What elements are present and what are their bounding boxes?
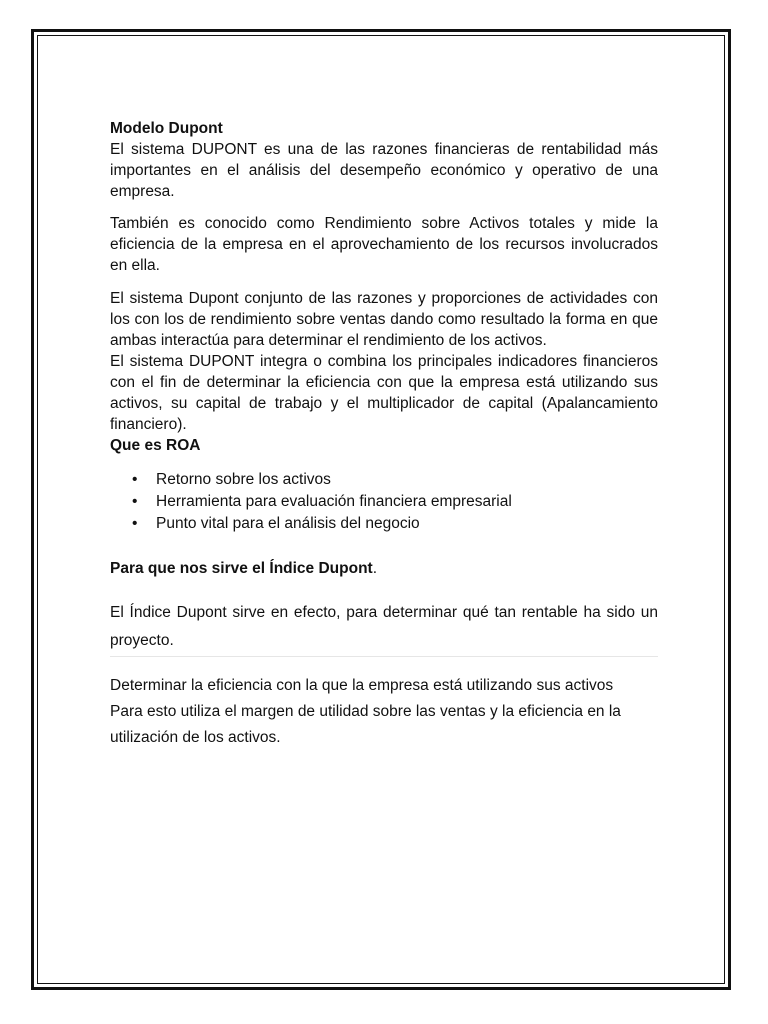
list-item	[110, 469, 658, 491]
indice-paragraph: El Índice Dupont sirve en efecto, para determinar qué tan rentable ha sido un proyecto.	[110, 604, 658, 649]
paragraph-activos: También es conocido como Rendimiento sobre Activos totales y mide la eficiencia de la empresa en el aprovechamiento de los recursos involucrados en ella.	[110, 215, 658, 274]
document-title: Modelo Dupont	[110, 120, 223, 137]
list-item-label: Punto vital para el análisis del negocio	[156, 515, 420, 532]
paragraph-integra: El sistema DUPONT integra o combina los principales indicadores financieros con el fin de determinar la eficiencia con que la empresa está utilizando sus activos, su capital de trabajo y el multiplicador de capital (Apalancamiento financiero).	[110, 353, 658, 433]
indice-heading	[110, 558, 658, 579]
roa-heading: Que es ROA	[110, 437, 201, 454]
final-paragraph	[110, 673, 658, 751]
list-item-label: Retorno sobre los activos	[156, 471, 331, 488]
paragraph-sistema: El sistema Dupont conjunto de las razones y proporciones de actividades con los con los de rendimiento sobre ventas dando como resultado la forma en que ambas interactúa para determinar el rendimiento de los activos.	[110, 290, 658, 349]
indice-heading-text: Para que nos sirve el Índice Dupont	[110, 560, 373, 577]
roa-list	[110, 469, 658, 535]
bullet-icon: •	[132, 471, 138, 488]
list-item	[110, 491, 658, 513]
list-item-label: Herramienta para evaluación financiera empresarial	[156, 493, 512, 510]
section-divider	[110, 656, 658, 657]
final-paragraph-line1: Determinar la eficiencia con la que la empresa está utilizando sus activos	[110, 677, 614, 694]
intro-paragraph: El sistema DUPONT es una de las razones financieras de rentabilidad más importantes en el análisis del desempeño económico y operativo de una empresa.	[110, 141, 658, 200]
list-item	[110, 513, 658, 535]
bullet-icon: •	[132, 515, 138, 532]
bullet-icon: •	[132, 493, 138, 510]
indice-heading-period: .	[372, 560, 378, 577]
final-paragraph-rest: Para esto utiliza el margen de utilidad sobre las ventas y la eficiencia en la utilización de los activos.	[110, 703, 621, 746]
document-body	[110, 118, 658, 751]
